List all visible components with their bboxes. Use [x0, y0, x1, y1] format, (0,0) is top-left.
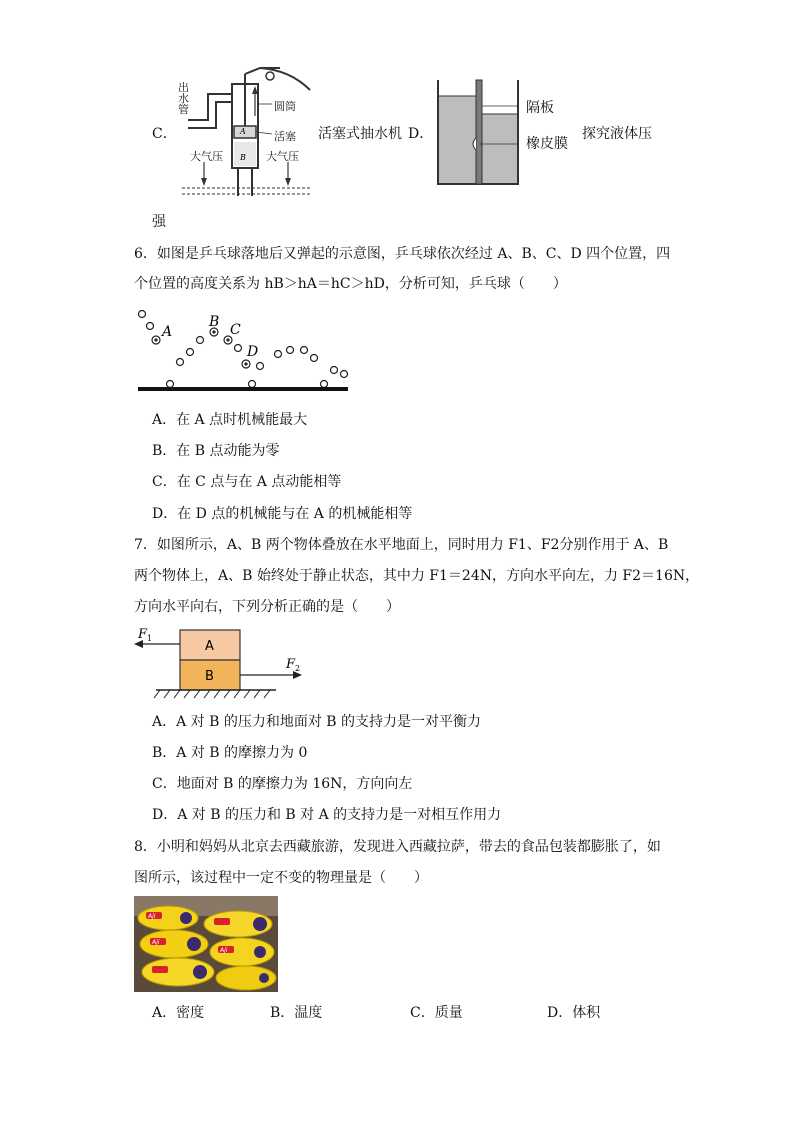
q6-stem-line1: 6．如图是乒乓球落地后又弹起的示意图，乒乓球依次经过 A、B、C、D 四个位置，四 [134, 246, 671, 262]
atmospheric-pressure-right-label: 大气压 [266, 150, 299, 163]
atmospheric-pressure-left-label: 大气压 [190, 150, 223, 163]
piston-label: 活塞 [274, 130, 296, 143]
rubber-membrane-label: 橡皮膜 [526, 136, 568, 152]
partition-label: 隔板 [526, 100, 554, 116]
q7-stem-line3: 方向水平向右，下列分析正确的是（ ） [134, 599, 400, 615]
block-a-label: A [205, 639, 214, 654]
q6-option-a: A．在 A 点时机械能最大 [152, 412, 308, 428]
option-d-caption: 探究液体压 [582, 126, 652, 142]
q8-option-b: B．温度 [270, 1005, 323, 1021]
q7-option-c: C．地面对 B 的摩擦力为 16N，方向向左 [152, 776, 413, 792]
ping-pong-bounce-figure [134, 308, 354, 394]
q8-option-c: C．质量 [410, 1005, 463, 1021]
q7-option-b: B．A 对 B 的摩擦力为 0 [152, 745, 308, 761]
q8-stem-line2: 图所示，该过程中一定不变的物理量是（ ） [134, 870, 428, 886]
q7-option-d: D．A 对 B 的压力和 B 对 A 的支持力是一对相互作用力 [152, 807, 502, 823]
q6-option-d: D．在 D 点的机械能与在 A 的机械能相等 [152, 506, 413, 522]
brand-logo-1: Aji [148, 913, 156, 920]
valve-a-label: A [240, 127, 246, 136]
option-d-caption-wrap: 强 [152, 214, 166, 230]
q7-stem-line2: 两个物体上，A、B 始终处于静止状态，其中力 F1＝24N，方向水平向左，力 F2＝16N， [134, 568, 700, 584]
q7-option-a: A．A 对 B 的压力和地面对 B 的支持力是一对平衡力 [152, 714, 482, 730]
valve-b-label: B [240, 153, 246, 162]
q6-option-b: B．在 B 点动能为零 [152, 443, 280, 459]
q6-option-c: C．在 C 点与在 A 点动能相等 [152, 474, 342, 490]
option-c-label: C． [152, 126, 177, 142]
q7-stem-line1: 7．如图所示，A、B 两个物体叠放在水平地面上，同时用力 F1、F2分别作用于 A、B [134, 537, 669, 553]
force-f1-subscript: 1 [147, 634, 153, 643]
force-f2-subscript: 2 [295, 664, 301, 673]
q6-stem-line2: 个位置的高度关系为 hB＞hA＝hC＞hD，分析可知，乒乓球（ ） [134, 276, 567, 292]
force-f2-label: F [286, 657, 296, 672]
outlet-pipe-label: 出水管 [178, 81, 189, 116]
block-b-label: B [205, 669, 214, 684]
q8-option-a: A．密度 [152, 1005, 205, 1021]
stacked-blocks-figure [134, 624, 314, 704]
point-c-label: C [230, 322, 241, 338]
point-d-label: D [247, 344, 259, 360]
q8-option-d: D．体积 [547, 1005, 601, 1021]
liquid-pressure-container-figure [432, 76, 524, 188]
food-package-photo [134, 896, 278, 992]
point-b-label: B [209, 314, 220, 330]
brand-logo-2: Aji [152, 939, 160, 946]
option-d-label: D． [408, 126, 434, 142]
point-a-label: A [162, 324, 173, 340]
q8-stem-line1: 8．小明和妈妈从北京去西藏旅游，发现进入西藏拉萨，带去的食品包装都膨胀了，如 [134, 839, 661, 855]
brand-logo-3: Aji [220, 947, 228, 954]
force-f1-label: F [138, 627, 148, 642]
cylinder-label: 圆筒 [274, 100, 296, 113]
option-c-caption: 活塞式抽水机 [318, 126, 402, 142]
